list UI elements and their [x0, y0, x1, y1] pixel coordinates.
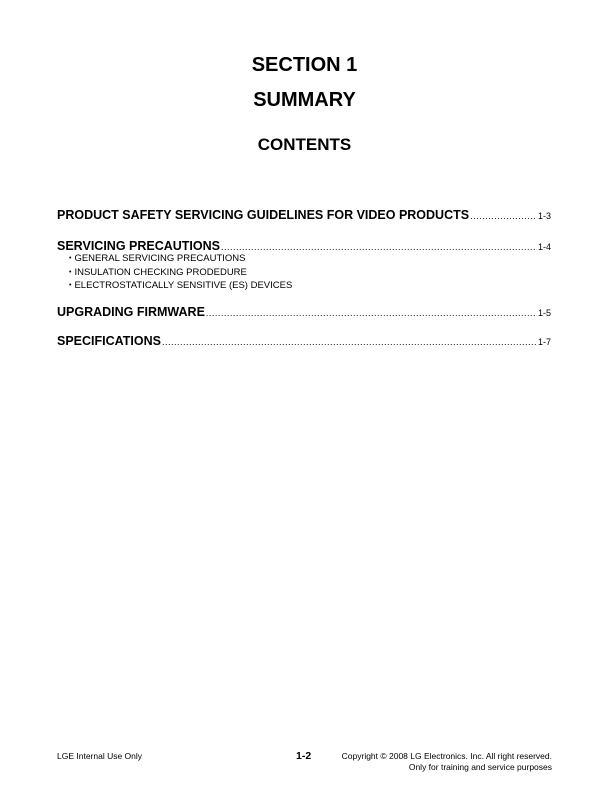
toc-entry-page: 1-3 [537, 211, 551, 221]
toc-entry-page: 1-4 [537, 242, 551, 252]
toc-leader-dots [221, 242, 537, 252]
copyright-line: Only for training and service purposes [408, 762, 552, 772]
contents-heading: CONTENTS [257, 135, 352, 154]
bullet-icon: • [69, 268, 72, 276]
toc-entry-title: PRODUCT SAFETY SERVICING GUIDELINES FOR VIDEO PRODUCTS [57, 208, 470, 222]
copyright-line: Copyright © 2008 LG Electronics. Inc. All right reserved. [341, 751, 552, 761]
section-heading: SECTION 1 [251, 54, 358, 76]
page-title: SUMMARY [253, 89, 356, 111]
toc-entry-product-safety[interactable] [57, 208, 551, 222]
list-item: • GENERAL SERVICING PRECAUTIONS [69, 253, 246, 264]
toc-entry-title: SERVICING PRECAUTIONS [57, 239, 220, 253]
toc-entry-page: 1-7 [537, 337, 551, 347]
list-item: • INSULATION CHECKING PRODEDURE [69, 266, 247, 278]
toc-leader-dots [206, 308, 537, 318]
toc-leader-dots [470, 211, 537, 221]
footer-copyright [342, 751, 552, 773]
toc-sublist [69, 253, 292, 294]
footer-page-number: 1-2 [296, 750, 312, 762]
toc-entry-title: UPGRADING FIRMWARE [57, 305, 205, 319]
toc-entry-servicing-precautions[interactable] [57, 239, 551, 253]
toc-entry-specifications[interactable] [57, 334, 551, 348]
toc-entry-upgrading-firmware[interactable] [57, 305, 551, 319]
toc-leader-dots [162, 337, 537, 347]
bullet-icon: • [69, 282, 72, 289]
list-item: • ELECTROSTATICALLY SENSITIVE (ES) DEVICES [69, 280, 293, 291]
footer-internal-use: LGE Internal Use Only [57, 751, 143, 761]
toc-entry-page: 1-5 [537, 308, 551, 318]
bullet-icon: • [69, 255, 72, 262]
toc-entry-title: SPECIFICATIONS [57, 334, 161, 348]
